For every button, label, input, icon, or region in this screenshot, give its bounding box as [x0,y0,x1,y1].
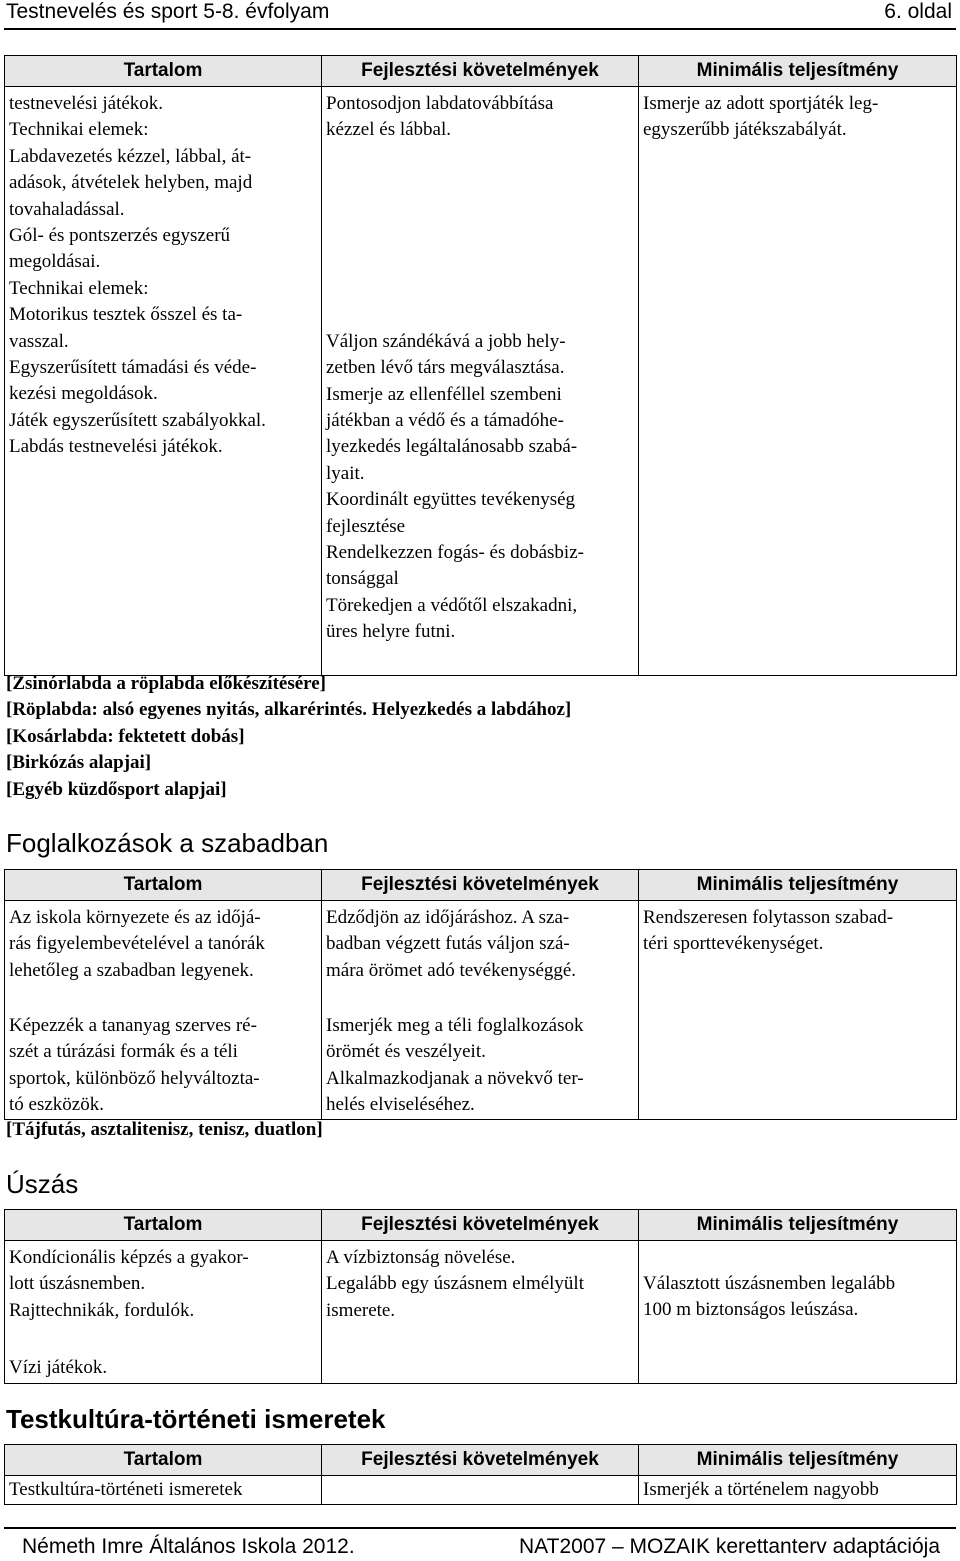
col-header-content: Tartalom [5,1210,322,1241]
minimum-cell: Választott úszásnemben legalább 100 m biztonságos leúszása. [639,1241,957,1356]
content-table-2 [4,869,957,1120]
content-table-4 [4,1444,957,1505]
footer-school: Németh Imre Általános Iskola 2012. [22,1535,355,1558]
content-cell: testnevelési játékok. Technikai elemek: Labdavezetés kézzel, lábbal, át- adások, átvételek helyben, majd tovahaladással. Gól- és pontszerzés egyszerű megoldásai. Technikai elemek: Motorikus tesztek ősszel és ta- vasszal. Egyszerűsített támadási és véde- kezési megoldások. Játék egyszerűsített szabályokkal. Labdás testnevelési játékok. [5,87,322,676]
content-table-3 [4,1209,957,1384]
col-header-content: Tartalom [5,56,322,87]
content-cell: Testkultúra-történeti ismeretek [5,1476,322,1505]
requirements-cell: Pontosodjon labdatovábbítása kézzel és lábbal. Váljon szándékává a jobb hely- zetben lévő társ megválasztása. Ismerje az ellenféllel szembeni játékban a védő és a támadóhe- lyezkedés legáltalánosabb szabá- lyait. Koordinált együttes tevékenység fejlesztése Rendelkezzen fogás- és dobásbiz- tonsággal Törekedjen a védőtől elszakadni, üres helyre futni. [322,87,639,676]
document-title: Testnevelés és sport 5-8. évfolyam [6,0,330,23]
minimum-cell [639,1013,957,1120]
requirements-cell [322,1476,639,1505]
requirements-cell [322,1355,639,1384]
bracket-list-1: [Zsinórlabda a röplabda előkészítésére] [Röplabda: alsó egyenes nyitás, alkarérintés. Helyezkedés a labdához] [Kosárlabda: fektetett dobás] [Birkózás alapjai] [Egyéb küzdősport alapjai] [6,673,572,800]
col-header-minimum: Minimális teljesítmény [639,870,957,901]
minimum-cell: Ismerjék a történelem nagyobb [639,1476,957,1505]
footer-rule [4,1527,956,1529]
requirements-cell: Edződjön az időjáráshoz. A sza- badban végzett futás váljon szá- mára örömet adó tevékenységgé. [322,901,639,1014]
content-table-1 [4,55,957,676]
col-header-minimum: Minimális teljesítmény [639,1445,957,1476]
minimum-cell: Ismerje az adott sportjáték leg- egyszerűbb játékszabályát. [639,87,957,676]
bracket-sports: [Tájfutás, asztalitenisz, tenisz, duatlon] [6,1119,323,1140]
section-title-outdoor: Foglalkozások a szabadban [6,828,329,858]
col-header-minimum: Minimális teljesítmény [639,56,957,87]
col-header-minimum: Minimális teljesítmény [639,1210,957,1241]
minimum-cell: Rendszeresen folytasson szabad- téri sporttevékenységet. [639,901,957,1014]
footer-curriculum: NAT2007 – MOZAIK kerettanterv adaptációja [519,1535,940,1558]
requirements-cell: Ismerjék meg a téli foglalkozások örömét és veszélyeit. Alkalmazkodjanak a növekvő ter- helés elviseléséhez. [322,1013,639,1120]
col-header-requirements: Fejlesztési követelmények [322,1445,639,1476]
requirements-cell: A vízbiztonság növelése. Legalább egy úszásnem elmélyült ismerete. [322,1241,639,1356]
content-cell: Az iskola környezete és az időjá- rás figyelembevételével a tanórák lehetőleg a szabadban legyenek. [5,901,322,1014]
col-header-requirements: Fejlesztési követelmények [322,1210,639,1241]
content-cell: Vízi játékok. [5,1355,322,1384]
col-header-content: Tartalom [5,1445,322,1476]
content-cell: Képezzék a tananyag szerves ré- szét a túrázási formák és a téli sportok, különböző helyváltozta- tó eszközök. [5,1013,322,1120]
content-cell: Kondícionális képzés a gyakor- lott úszásnemben. Rajttechnikák, fordulók. [5,1241,322,1356]
section-title-history: Testkultúra-történeti ismeretek [6,1404,386,1434]
col-header-requirements: Fejlesztési követelmények [322,870,639,901]
page-number: 6. oldal [884,0,952,23]
minimum-cell [639,1355,957,1384]
section-title-swimming: Úszás [6,1169,79,1199]
col-header-requirements: Fejlesztési követelmények [322,56,639,87]
header-rule [4,28,956,30]
col-header-content: Tartalom [5,870,322,901]
